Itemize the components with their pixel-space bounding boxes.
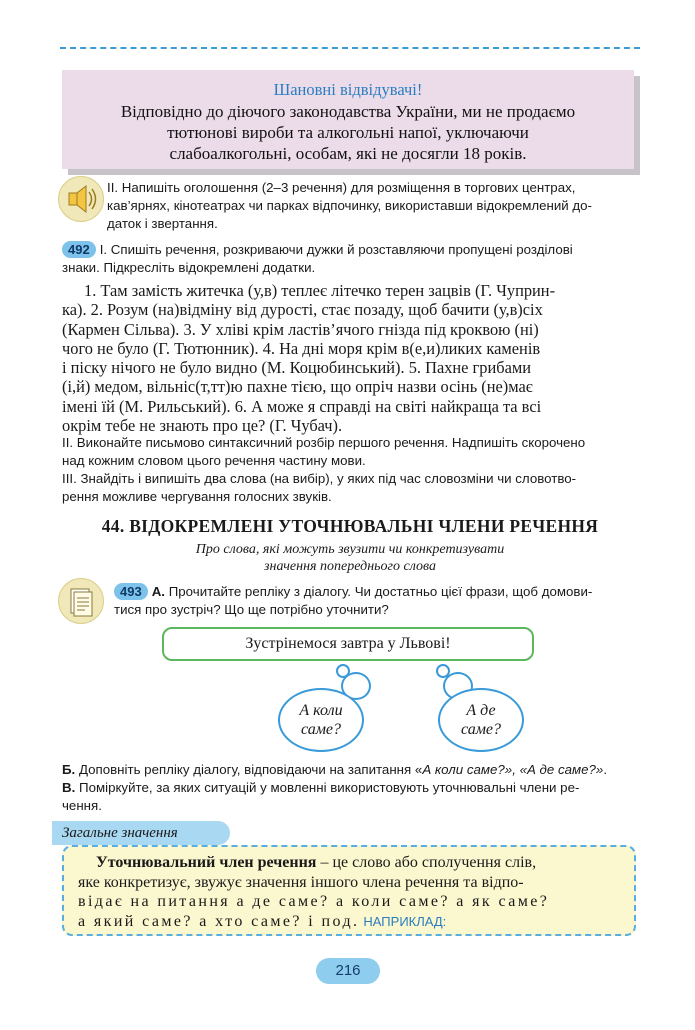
- task-b-questions: А коли саме?», «А де саме?»: [422, 762, 604, 777]
- exercise-492-intro: [62, 241, 642, 277]
- notice-box: [62, 70, 634, 169]
- definition-line-1: – це слово або сполучення слів,: [316, 854, 537, 871]
- sentence-line: чого не було (Г. Тютюнник). 4. На дні моря крім в(е,и)ликих каменів: [62, 338, 541, 358]
- section-title: 44. ВІДОКРЕМЛЕНІ УТОЧНЮВАЛЬНІ ЧЛЕНИ РЕЧЕННЯ: [101, 516, 599, 536]
- definition-line-4: а який саме? а хто саме? і под.: [78, 913, 360, 931]
- general-meaning-tab: Загальне значення: [52, 821, 230, 845]
- definition-line-3: відає на питання а де саме? а коли саме? а як саме?: [78, 893, 550, 911]
- task-c-line-2: чення.: [62, 798, 102, 813]
- section-subtitle: [60, 541, 640, 575]
- notebook-icon: [58, 578, 104, 624]
- top-dashed-divider: [60, 47, 640, 49]
- bubble-when-line-2: саме?: [301, 721, 341, 738]
- sentence-line: окрім тебе не знають про це? (Г. Чубач).: [62, 416, 343, 436]
- exercise-number-badge: 492: [62, 241, 96, 258]
- task-c-line-1: Поміркуйте, за яких ситуацій у мовленні використовують уточнювальні члени ре-: [79, 780, 580, 795]
- notice-line-2: тютюнові вироби та алкогольні напої, уключаючи: [167, 123, 529, 142]
- thought-bubble-where: [438, 688, 524, 752]
- task-b-text: Доповніть репліку діалогу, відповідаючи на запитання «: [78, 762, 423, 777]
- task-b-end: .: [603, 762, 608, 777]
- exercise-493-tasks-b-c: [62, 761, 642, 815]
- bubble-when-line-1: А коли: [299, 702, 343, 719]
- task-ii-line-1: ІІ. Напишіть оголошення (2–3 речення) для розміщення в торгових центрах,: [107, 180, 576, 195]
- task-ii-line-3: даток і звертання.: [107, 216, 218, 231]
- notice-line-3: слабоалкогольні, особам, які не досягли 18 років.: [169, 144, 527, 163]
- task-ii-announcement: [107, 179, 637, 233]
- definition-term: Уточнювальний член речення: [96, 854, 317, 871]
- sentence-line: імені їй (М. Рильський). 6. А може я справді на світі найкраща та всі: [62, 396, 542, 416]
- exercise-492-sentences: [62, 281, 638, 435]
- bubble-where-line-2: саме?: [461, 721, 501, 738]
- task-a-label: А.: [151, 584, 166, 599]
- exercise-493-task-a: [114, 583, 640, 619]
- definition-line-2: яке конкретизує, звужує значення іншого члена речення та відпо-: [78, 873, 524, 891]
- task-2-line-1: ІІ. Виконайте письмово синтаксичний розбір першого речення. Надпишіть скорочено: [62, 435, 586, 450]
- bubble-where-line-1: А де: [466, 702, 496, 719]
- subtitle-line-1: Про слова, які можуть звузити чи конкретизувати: [195, 542, 505, 557]
- example-label: НАПРИКЛАД:: [363, 914, 447, 930]
- ex492-intro-line-1: І. Спишіть речення, розкриваючи дужки й розставляючи пропущені розділові: [99, 242, 573, 257]
- thought-bubble-when: [278, 688, 364, 752]
- task-3-line-2: рення можливе чергування голосних звуків.: [62, 489, 332, 504]
- dialog-replica: Зустрінемося завтра у Львові!: [162, 627, 534, 661]
- sentence-line: (Кармен Сільва). 3. У хліві крім ластів’ячого гнізда під кроквою (ні): [62, 319, 539, 339]
- task-a-line-2: тися про зустріч? Що ще потрібно уточнити?: [114, 602, 389, 617]
- task-ii-line-2: кав’ярнях, кінотеатрах чи парках відпочинку, використавши відокремлений до-: [107, 198, 592, 213]
- task-c-label: В.: [62, 780, 76, 795]
- notice-line-1: Відповідно до діючого законодавства України, ми не продаємо: [120, 102, 576, 121]
- exercise-number-badge: 493: [114, 583, 148, 600]
- task-b-label: Б.: [62, 762, 76, 777]
- definition-box: [62, 845, 636, 936]
- sentence-line: (і,й) медом, вільніс(т,тт)ю пахне тією, що опріч назви осінь (не)має: [62, 377, 533, 397]
- task-3-line-1: ІІІ. Знайдіть і випишіть два слова (на вибір), у яких під час словозміни чи словотво-: [62, 471, 577, 486]
- task-2-line-2: над кожним словом цього речення частину мови.: [62, 453, 366, 468]
- sentence-line: ка). 2. Розум (на)відміну від дурості, стає позаду, щоб бачити (у,в)сіх: [62, 300, 543, 320]
- speaker-icon: [58, 176, 104, 222]
- notice-title: Шановні відвідувачі!: [273, 80, 423, 99]
- sentence-line: 1. Там замість житечка (у,в) теплеє літечко терен зацвів (Г. Чуприн-: [84, 281, 556, 300]
- ex492-intro-line-2: знаки. Підкресліть відокремлені додатки.: [62, 260, 316, 275]
- exercise-492-tasks: [62, 434, 642, 506]
- subtitle-line-2: значення попереднього слова: [264, 559, 436, 574]
- sentence-line: і піску нічого не було видно (М. Коцюбинський). 5. Пахне грибами: [62, 358, 532, 378]
- task-a-line-1: Прочитайте репліку з діалогу. Чи достатньо цієї фрази, щоб домови-: [168, 584, 593, 599]
- page-number: 216: [316, 958, 380, 984]
